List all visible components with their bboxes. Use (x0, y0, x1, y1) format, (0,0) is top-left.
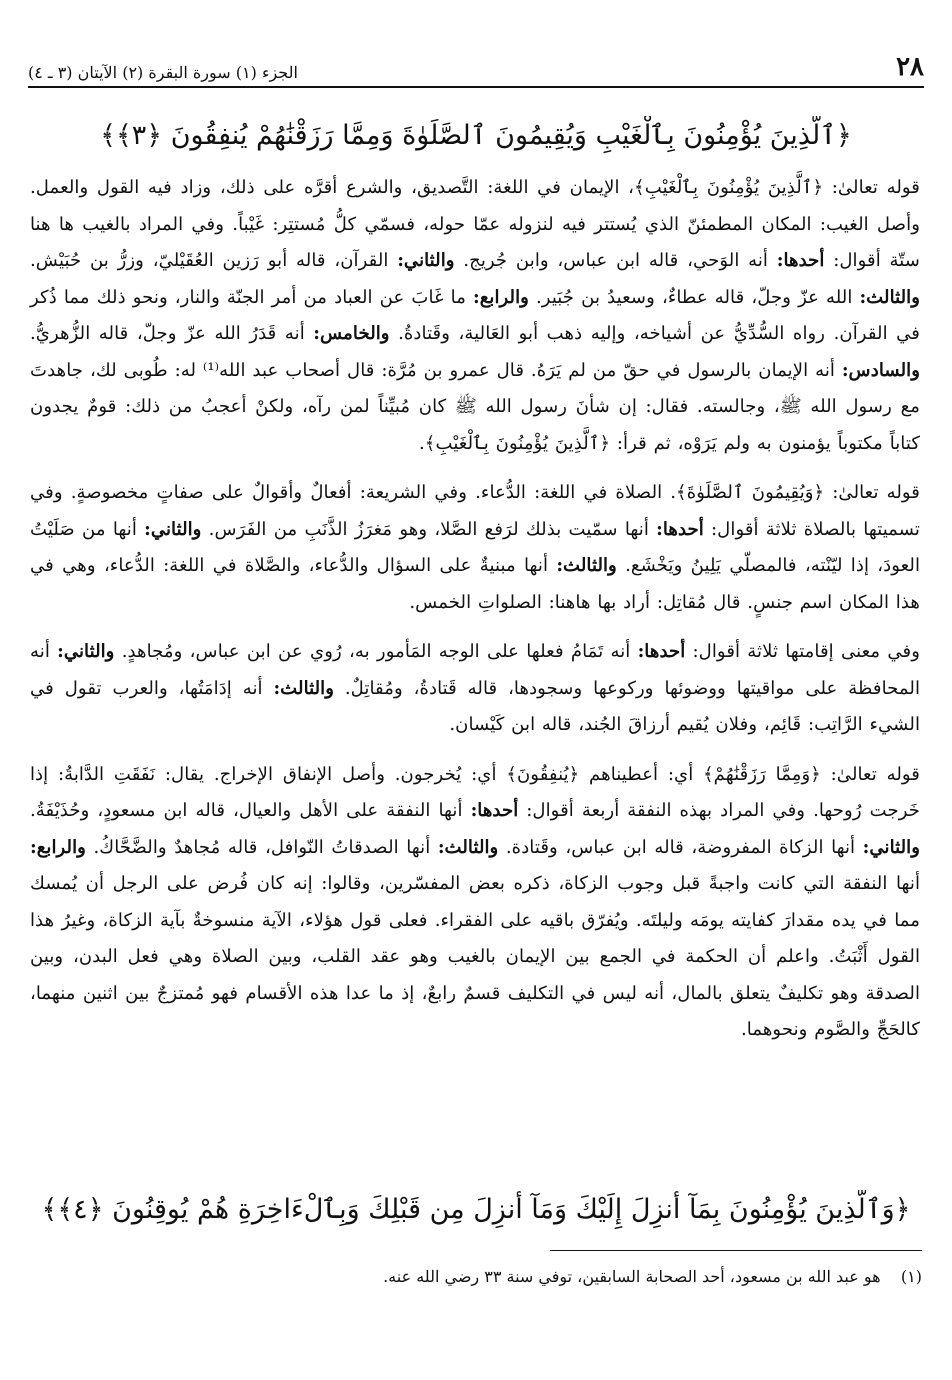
enumeration-term: والثاني: (397, 250, 455, 271)
enumeration-term: والثاني: (144, 518, 202, 540)
footnote-marker: (١) (900, 1267, 922, 1286)
enumeration-term: والسادس: (841, 359, 921, 381)
enumeration-term: والخامس: (313, 323, 390, 344)
enumeration-term: والثالث: (273, 677, 334, 699)
paragraph-infaq: قوله تعالىٰ: ﴿وَمِمَّا رَزَقْنَٰهُمْ﴾ أي: أعطيناهم ﴿يُنفِقُونَ﴾ أي: يُخرجون. وأصل الإنفاق الإخراج. يقال: نَفَقَتِ الدَّابةُ: إذا خَرجت رُوحها. وفي المراد بهذه النفقة أربعة أقوال: أحدها: أنها النفقة على الأهل والعيال، قاله ابن مسعودٍ، وحُذَيْفَةُ. والثاني: أنها الزكاة المفروضة، قاله ابن عباس، وقَتادة. والثالث: أنها الصدقاتُ النّوافل، قاله مُجاهدٌ والضَّحَّاكُ. والرابع: أنها النفقة التي كانت واجبةً قبل وجوب الزكاة، ذكره بعض المفسّرين، وقالوا: إنه كان فُرض على الرجل أن يُمسك مما في يده مقدارَ كفايته يومَه وليلتَه. ويُفرّق باقيه على الفقراء. فعلى قول هؤلاء، الآية منسوخةٌ بآية الزكاة، وغيرُ هذا القول أَثْبَتُ. واعلم أن الحكمة في الجمع بين الإيمان بالغيب وهو عقد القلب، وبين الصلاة وهي فعل البدن، وبين الصدقة وهو تكليفٌ يتعلق بالمال، أنه ليس في التكليف قسمٌ رابعٌ، إذ ما عدا هذه الأقسام فهو مُمتزجٌ بين اثنين منهما، كالحَجِّ والصَّوم ونحوهما. (30, 763, 921, 1040)
page-header (28, 46, 924, 88)
quran-verse-4: ﴿وَٱلَّذِينَ يُؤْمِنُونَ بِمَآ أُنزِلَ إِلَيْكَ وَمَآ أُنزِلَ مِن قَبْلِكَ وَبِٱلْءَاخِرَةِ هُمْ يُوقِنُونَ ﴿٤﴾﴾ (41, 1194, 911, 1225)
footnote-text: هو عبد الله بن مسعود، أحد الصحابة السابقين، توفي سنة ٣٣ رضي الله عنه. (383, 1267, 881, 1286)
footnote-rule (550, 1250, 922, 1251)
paragraph-iqamah: وفي معنى إقامتها ثلاثة أقوال: أحدها: أنه تَمَامُ فعلها على الوجه المَأمور به، رُوي عن ابن عباس، ومُجاهدٍ. والثاني: أنه المحافظة على مواقيتها ووضوئها وركوعها وسجودها، قاله قَتادةُ، ومُقاتِلٌ. والثالث: أنه إدَامَتُها، والعرب تقول في الشيء الرَّاتِب: قَائِم، وفلان يُقيم أرزاقَ الجُند، قاله ابن كَيْسان. (30, 641, 920, 735)
enumeration-term: والرابع: (473, 286, 529, 308)
page-number: ٢٨ (896, 52, 924, 82)
enumeration-term: أحدها: (656, 518, 704, 540)
paragraph-iman: قوله تعالىٰ: ﴿ٱلَّذِينَ يُؤْمِنُونَ بِٱلْغَيْبِ﴾، الإيمان في اللغة: التَّصديق، والشرع أقرَّه على ذلك، وزاد فيه القول والعمل. وأصل الغيب: المكان المطمئنّ الذي يُستتر فيه لنزوله عمّا حوله، فسمّي كلُّ مُستتِر: غَيْباً. وفي المراد بالغيب ها هنا ستّة أقوال: أحدها: أنه الوَحي، قاله ابن عباس، وابن جُريج. والثاني: القرآن، قاله أبو رَزين العُقَيْليّ، وزرُّ بن حُبَيْش. والثالث: الله عزّ وجلّ، قاله عطاءٌ، وسعيدُ بن جُبَير. والرابع: ما غَابَ عن العباد من أمر الجنّة والنار، ونحو ذلك مما ذُكر في القرآن. رواه السُّدِّيُّ عن أشياخه، وإليه ذهب أبو العَالية، وقَتادةُ. والخامس: أنه قَدَرُ الله عزّ وجلّ، قاله الزُّهريُّ. والسادس: أنه الإيمان بالرسول في حقّ من لم يَرَهُ. قال عمرو بن مُرَّة: قال أصحاب عبد الله⁽¹⁾ له: طُوبى لك، جاهدتَ مع رسول الله ﷺ، وجالسته. فقال: إن شأنَ رسول الله ﷺ كان مُبيِّناً لمن رآه، ولكنْ أعجبُ من ذلك: قومٌ يجدون كتاباً مكتوباً يؤمنون به ولم يَرَوْه، ثم قرأ: ﴿ٱلَّذِينَ يُؤْمِنُونَ بِٱلْغَيْبِ﴾. (30, 177, 921, 454)
running-head: الجزء (١) سورة البقرة (٢) الآيتان (٣ ـ ٤) (28, 63, 298, 82)
enumeration-term: والثالث: (556, 555, 617, 576)
enumeration-term: والثالث: (437, 836, 499, 858)
enumeration-term: والثاني: (862, 836, 920, 858)
enumeration-term: أحدها: (470, 800, 519, 821)
quran-verse-3: ﴿ٱلَّذِينَ يُؤْمِنُونَ بِٱلْغَيْبِ وَيُقِيمُونَ ٱلصَّلَوٰةَ وَمِمَّا رَزَقْنَٰهُمْ يُنفِقُونَ ﴿٣﴾﴾ (100, 120, 852, 151)
enumeration-term: والرابع: (30, 836, 86, 858)
commentary-text (30, 170, 920, 1049)
enumeration-term: والثاني: (57, 641, 115, 662)
enumeration-term: والثالث: (859, 286, 920, 308)
paragraph-salah: قوله تعالىٰ: ﴿وَيُقِيمُونَ ٱلصَّلَوٰةَ﴾. الصلاة في اللغة: الدُّعاء. وفي الشريعة: أفعالٌ وأقوالٌ على صفاتٍ مخصوصةٍ. وفي تسميتها بالصلاة ثلاثة أقوال: أحدها: أنها سمّيت بذلك لرَفع الصَّلا، وهو مَغرَزُ الذَّنَبِ من الفَرَس. والثاني: أنها من صَلَيْتُ العودَ، إذا ليّنْته، فالمصلّي يَلِينُ ويَخْشَع. والثالث: أنها مبنيةٌ على السؤال والدُّعاء، والصَّلاة في اللغة: الدُّعاء، وهي في هذا المكان اسم جنسٍ. قال مُقاتِل: أراد بها هاهنا: الصلواتِ الخمس. (30, 482, 921, 613)
enumeration-term: أحدها: (776, 250, 825, 271)
footnote (30, 1262, 922, 1292)
enumeration-term: أحدها: (637, 641, 686, 662)
